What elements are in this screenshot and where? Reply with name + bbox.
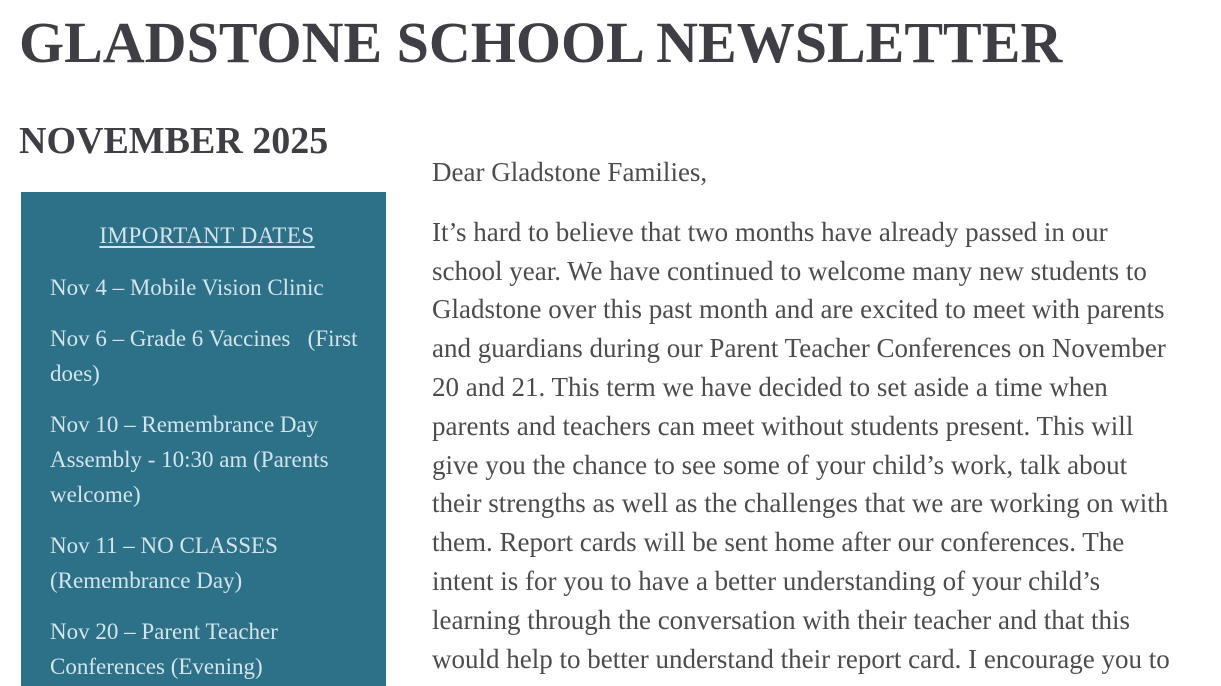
- date-item-nov-10: Nov 10 – Remembrance Day Assembly - 10:30 am (Parents welcome): [50, 412, 335, 507]
- letter-paragraph: It’s hard to believe that two months have already passed in our school year. We have continued to welcome many new students to Gladstone over this past month and are excited to meet with parents and guardians during our Parent Teacher Conferences on November 20 and 21. This term we have decided to set aside a time when parents and teachers can meet without students present. This will give you the chance to see some of your child’s work, talk about their strengths as well as the challenges that we are working on with them. Report cards will be sent home after our conferences. The intent is for you to have a better understanding of your child’s learning through the conversation with their teacher and that this would help to better understand their report card. I encourage you to: [432, 216, 1170, 674]
- important-dates-heading: IMPORTANT DATES: [99, 223, 315, 248]
- date-item-nov-11: Nov 11 – NO CLASSES (Remembrance Day): [50, 533, 284, 593]
- newsletter-issue-date: NOVEMBER 2025: [19, 120, 329, 162]
- newsletter-title: GLADSTONE SCHOOL NEWSLETTER: [19, 10, 1063, 75]
- date-item-nov-20: Nov 20 – Parent Teacher Conferences (Evening): [50, 619, 284, 679]
- important-dates-panel: [21, 192, 386, 686]
- letter-greeting: Dear Gladstone Families,: [432, 157, 708, 187]
- date-item-nov-6: Nov 6 – Grade 6 Vaccines (First does): [50, 326, 364, 386]
- letter-body: [432, 153, 1172, 678]
- date-item-nov-4: Nov 4 – Mobile Vision Clinic: [50, 274, 324, 300]
